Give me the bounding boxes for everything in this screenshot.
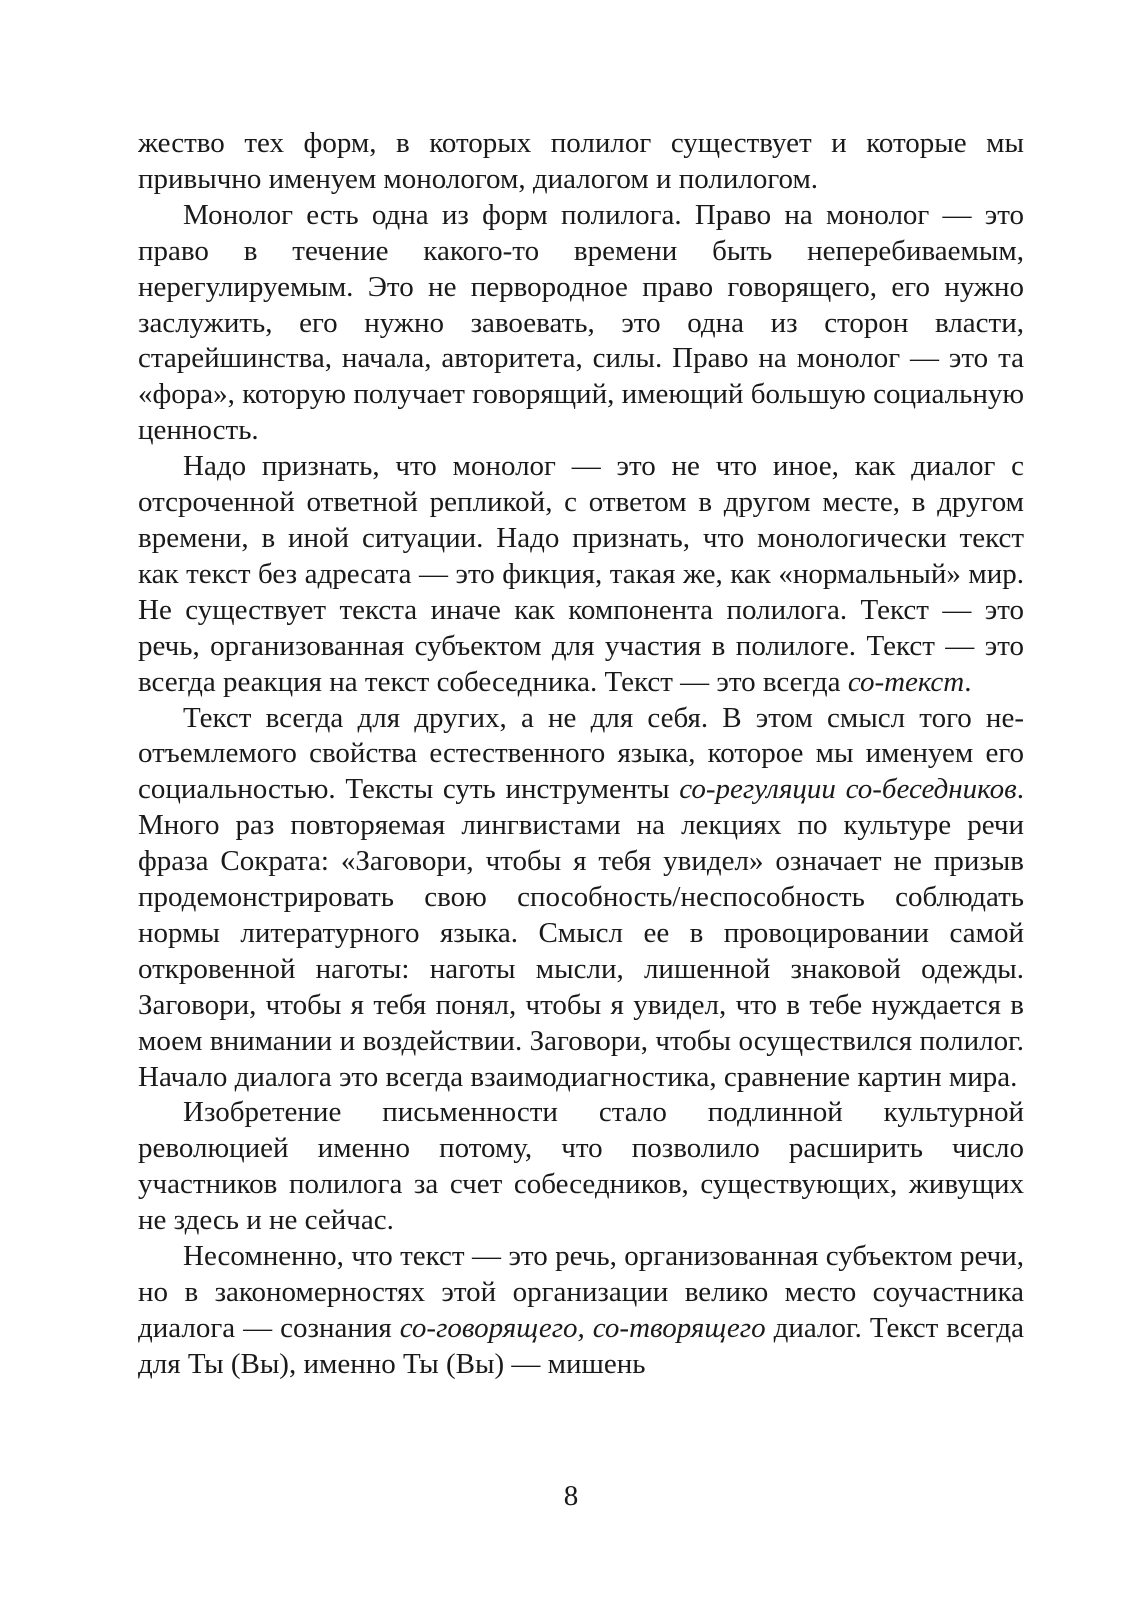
paragraph: [138, 198, 1024, 449]
page-number: 8: [563, 1480, 579, 1512]
text-run: . Много раз повторяемая лингвистами на лекциях по культуре речи фраза Сократа: «Заговори, чтобы я тебя увидел» означает не призыв продемонстрировать свою способность/неспособность соблюдать нормы литературного языка. Смысл ее в провоцировании самой откровенной наготы: наготы мысли, лишенной знаковой одежды. Заговори, чтобы я тебя понял, чтобы я увидел, что в тебе нуждается в моем внимании и воздействии. Заговори, чтобы осуществился полилог. Начало диалога это всегда взаимодиагностика, сравнение картин мира.: [138, 773, 1024, 1093]
text-run: Несомненно, что текст — это речь, организованная субъектом речи, но в закономерностях этой организации велико место соучастника диалога — сознания: [138, 1240, 1024, 1344]
page-body: [138, 126, 1024, 1383]
text-run: диалог. Текст всегда для Ты (Вы), именно Ты (Вы) — мишень: [138, 1311, 1024, 1380]
text-run: Монолог есть одна из форм полилога. Право на монолог — это право в течение какого-то времени быть неперебиваемым, нерегулируемым. Это не первородное право говорящего, его нужно заслужить, его нужно завоевать, это одна из сторон власти, старейшинства, начала, авторитета, силы. Право на монолог — это та «фора», которую получает говорящий, имеющий большую социальную ценность.: [138, 198, 1024, 447]
italic-term: со-текст: [847, 665, 965, 698]
italic-term: со-регуляции со-беседников: [679, 773, 1017, 806]
paragraph: [138, 701, 1024, 1096]
text-run: Надо признать, что монолог — это не что иное, как диалог с отсроченной ответной репликой, с ответом в другом месте, в другом времени, в иной ситуации. Надо признать, что монологически текст как текст без адресата — это фикция, такая же, как «нормальный» мир. Не существует текста иначе как компонента полилога. Текст — это речь, организованная субъектом для участия в полилоге. Текст — это всегда реакция на текст собеседника. Текст — это всегда: [138, 450, 1024, 698]
paragraph: [138, 1239, 1024, 1383]
text-run: Изобретение письменности стало подлинной культурной революцией именно потому, что позволило расширить число участников полилога за счет собеседников, существующих, живущих не здесь и не сейчас.: [138, 1096, 1024, 1237]
text-run: Текст всегда для других, а не для себя. В этом смысл того неотъемлемого свойства естественного языка, которое мы именуем его социальностью. Тексты суть инструменты: [138, 701, 1024, 806]
paragraph: [138, 449, 1024, 700]
text-run: жество тех форм, в которых полилог существует и которые мы привычно именуем монологом, диалогом и полилогом.: [138, 127, 1024, 195]
text-run: .: [964, 665, 972, 698]
paragraph: [138, 1095, 1024, 1239]
paragraph: [138, 126, 1024, 198]
italic-term: со-говорящего, со-творящего: [399, 1311, 766, 1344]
